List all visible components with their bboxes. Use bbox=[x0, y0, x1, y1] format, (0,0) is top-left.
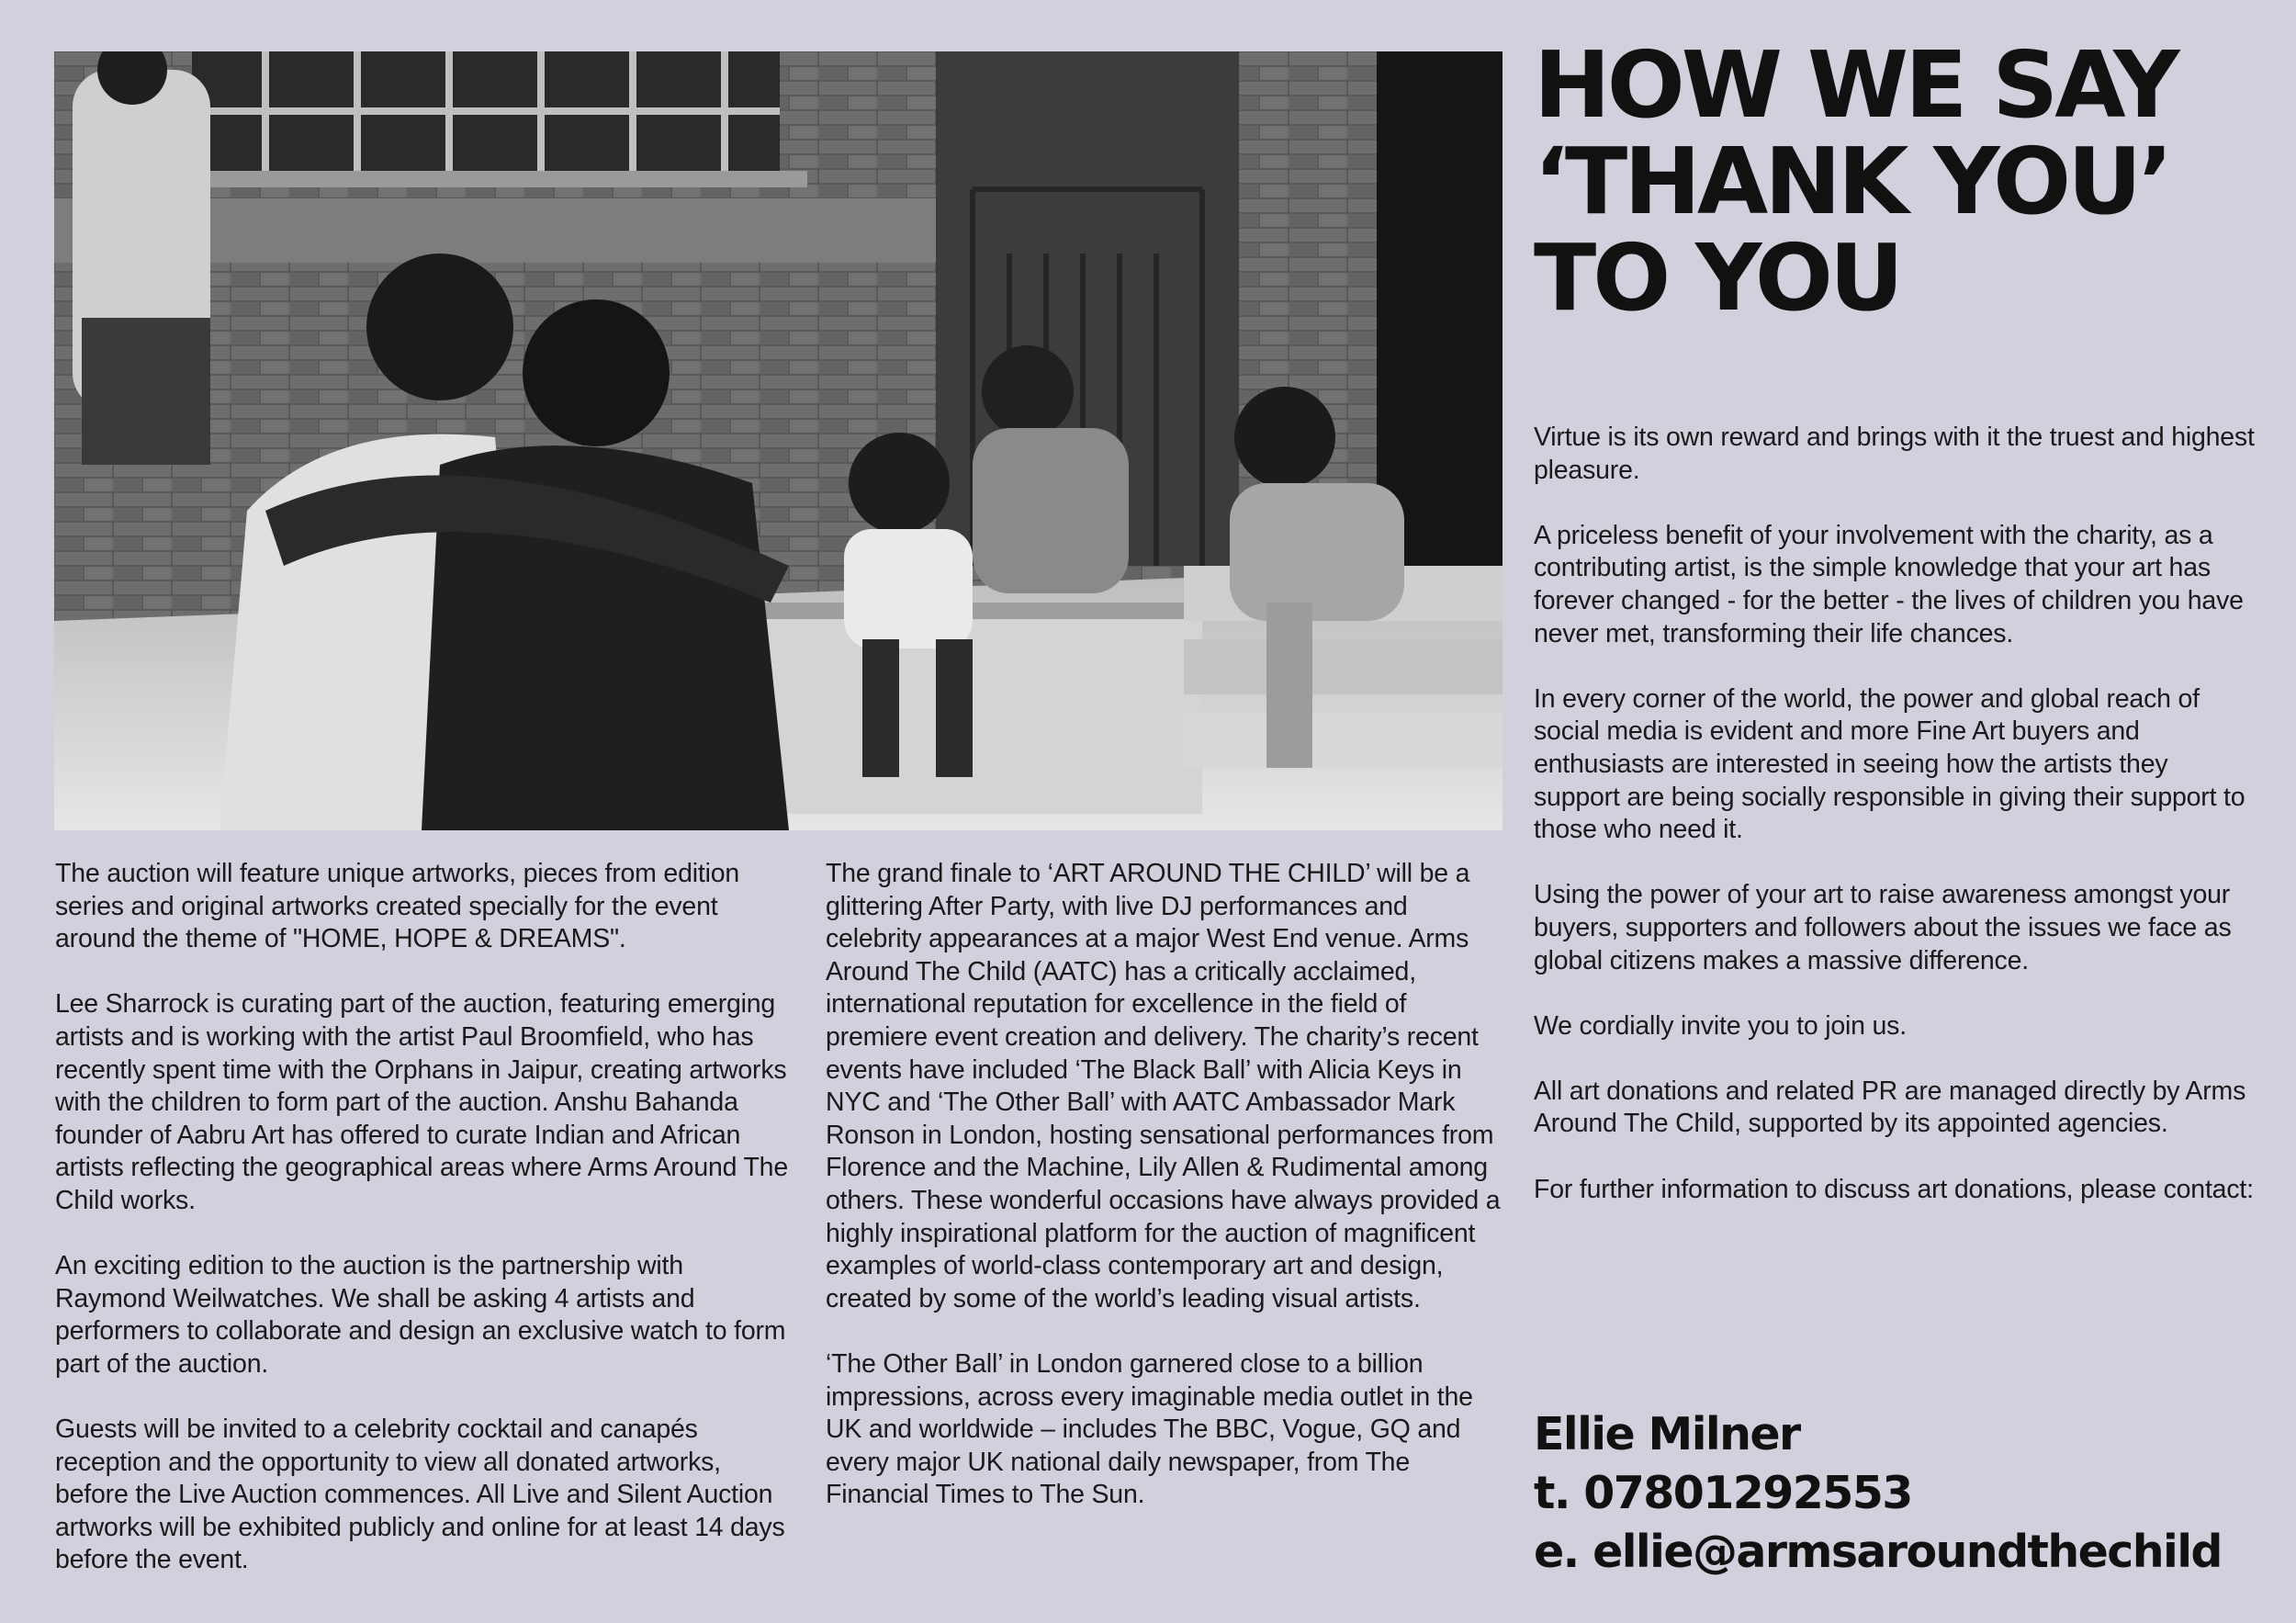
contact-name: Ellie Milner bbox=[1534, 1408, 1800, 1460]
contact-block bbox=[1534, 1405, 2287, 1582]
paragraph: Virtue is its own reward and brings with it the truest and highest pleasure. bbox=[1534, 423, 2255, 485]
page-title bbox=[1534, 31, 2268, 332]
children-photo-icon bbox=[54, 51, 1503, 830]
paragraph: Using the power of your art to raise awareness amongst your buyers, supporters and followers about the issues we face as global citizens makes a massive difference. bbox=[1534, 880, 2232, 975]
paragraph: In every corner of the world, the power and global reach of social media is evident and more Fine Art buyers and enthusiasts are interested in seeing how the artists they support are being socially responsible in giving their support to those who need it. bbox=[1534, 683, 2245, 845]
contact-phone: t. 07801292553 bbox=[1534, 1467, 1912, 1519]
contact-email: e. ellie@armsaroundthechild bbox=[1534, 1526, 2222, 1578]
title-line: TO YOU bbox=[1534, 224, 1901, 332]
paragraph: Guests will be invited to a celebrity cocktail and canapés reception and the opportunity to view all donated artworks, before the Live Auction commences. All Live and Silent Auction artworks will be exhibited publicly and online for at least 14 days before the event. bbox=[55, 1414, 785, 1575]
paragraph: For further information to discuss art donations, please contact: bbox=[1534, 1174, 2254, 1204]
column-left bbox=[55, 858, 799, 1577]
paragraph: Lee Sharrock is curating part of the auction, featuring emerging artists and is working with the artist Paul Broomfield, who has recently spent time with the Orphans in Jaipur, creating artworks with the children to form part of the auction. Anshu Bahanda founder of Aabru Art has offered to curate Indian and African artists reflecting the geographical areas where Arms Around The Child works. bbox=[55, 989, 788, 1215]
paragraph: The grand finale to ‘ART AROUND THE CHILD’ will be a glittering After Party, with live DJ performances and celebrity appearances at a major West End venue. Arms Around The Child (AATC) has a critically acclaimed, international reputation for excellence in the field of premiere event creation and delivery. The charity’s recent events have included ‘The Black Ball’ with Alicia Keys in NYC and ‘The Other Ball’ with AATC Ambassador Mark Ronson in London, hosting sensational performances from Florence and the Machine, Lily Allen & Rudimental among others. These wonderful occasions have always provided a highly inspirational platform for the auction of magnificent examples of world-class contemporary art and design, created by some of the world’s leading visual artists. bbox=[826, 859, 1501, 1313]
title-line: ‘THANK YOU’ bbox=[1534, 128, 2170, 235]
column-middle bbox=[826, 858, 1505, 1512]
title-line: HOW WE SAY bbox=[1534, 31, 2177, 139]
paragraph: All art donations and related PR are managed directly by Arms Around The Child, supported by its appointed agencies. bbox=[1534, 1076, 2246, 1139]
children-photo bbox=[54, 51, 1503, 830]
paragraph: We cordially invite you to join us. bbox=[1534, 1010, 1907, 1041]
paragraph: A priceless benefit of your involvement with the charity, as a contributing artist, is the simple knowledge that your art has forever changed - for the better - the lives of children you have never met, transforming their life chances. bbox=[1534, 520, 2244, 648]
paragraph: ‘The Other Ball’ in London garnered close to a billion impressions, across every imaginable media outlet in the UK and worldwide – includes The BBC, Vogue, GQ and every major UK national daily newspaper, from The Financial Times to The Sun. bbox=[826, 1348, 1473, 1510]
paragraph: The auction will feature unique artworks, pieces from edition series and original artworks created specially for the event around the theme of "HOME, HOPE & DREAMS". bbox=[55, 859, 740, 954]
column-right bbox=[1534, 422, 2259, 1206]
paragraph: An exciting edition to the auction is the partnership with Raymond Weilwatches. We shall be asking 4 artists and performers to collaborate and design an exclusive watch to form part of the auction. bbox=[55, 1251, 786, 1379]
